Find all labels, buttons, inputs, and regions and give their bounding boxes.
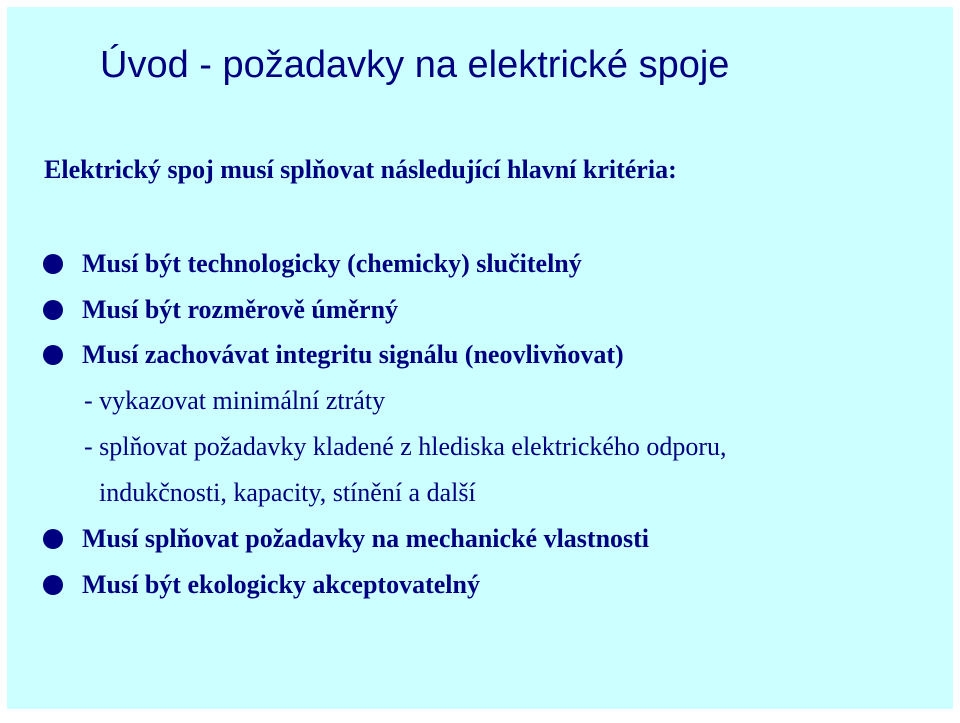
- bullet-item-4: Musí splňovat požadavky na mechanické vlastnosti: [82, 524, 650, 553]
- bullet-item-2: Musí být rozměrově úměrný: [82, 295, 399, 324]
- bullet-circle-icon: [43, 345, 63, 365]
- bullet-circle-icon: [43, 254, 63, 274]
- bullet-circle-icon: [43, 529, 63, 549]
- sub-item-2-continued: indukčnosti, kapacity, stínění a další: [99, 478, 476, 507]
- sub-item-1: - vykazovat minimální ztráty: [84, 386, 386, 415]
- intro-text: Elektrický spoj musí splňovat následující hlavní kritéria:: [44, 155, 677, 184]
- bullet-circle-icon: [43, 300, 63, 320]
- sub-item-2: - splňovat požadavky kladené z hlediska elektrického odporu,: [84, 432, 727, 461]
- slide-title: Úvod - požadavky na elektrické spoje: [100, 44, 730, 86]
- bullet-circle-icon: [43, 575, 63, 595]
- bullet-item-1: Musí být technologicky (chemicky) slučitelný: [82, 249, 582, 278]
- slide: [7, 7, 953, 709]
- bullet-item-5: Musí být ekologicky akceptovatelný: [82, 570, 480, 599]
- bullet-item-3: Musí zachovávat integritu signálu (neovlivňovat): [82, 340, 624, 369]
